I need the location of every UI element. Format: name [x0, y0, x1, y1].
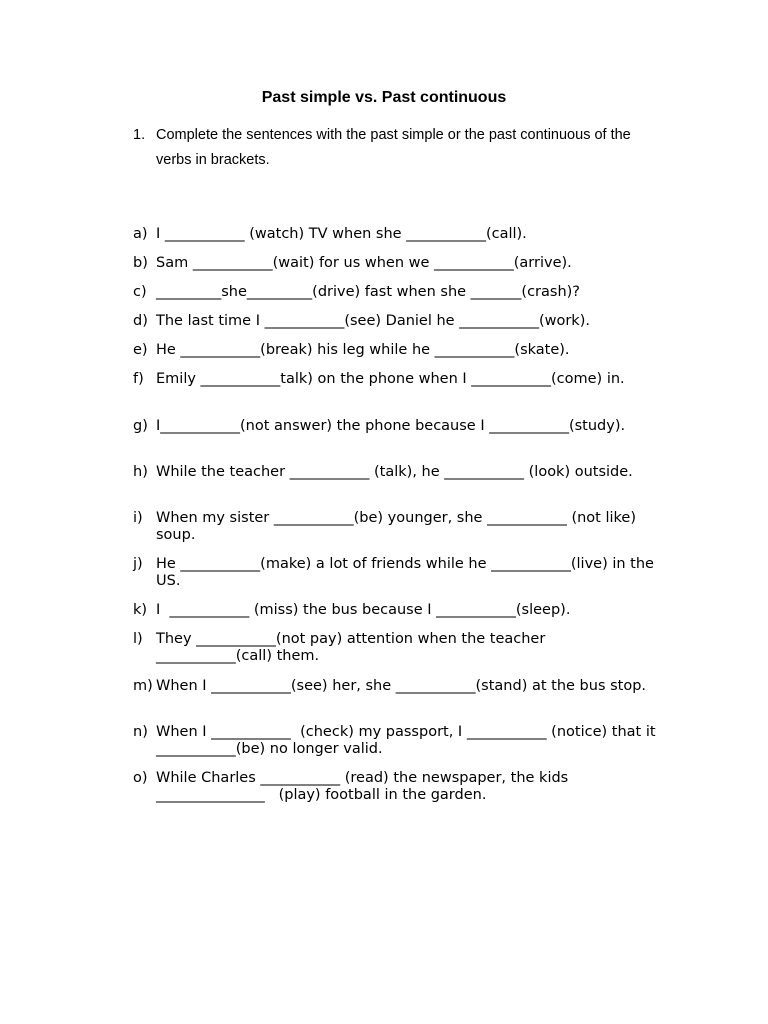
item-sentence: _________she_________(drive) fast when she _______(crash)? — [156, 284, 580, 300]
instruction-text: Complete the sentences with the past simple or the past continuous of the verbs in brackets. — [156, 127, 631, 168]
item-label: m) — [133, 678, 153, 694]
worksheet-title: Past simple vs. Past continuous — [261, 89, 507, 106]
item-label: f) — [133, 371, 144, 387]
exercise-item-g — [133, 418, 663, 435]
item-label: j) — [133, 556, 143, 572]
item-label: d) — [133, 313, 148, 329]
exercise-item-f — [133, 371, 663, 388]
item-sentence: While the teacher ___________ (talk), he ___________ (look) outside. — [156, 464, 633, 480]
exercise-item-l — [133, 631, 663, 665]
item-sentence: The last time I ___________(see) Daniel he ___________(work). — [156, 313, 590, 329]
exercise-item-e — [133, 342, 663, 359]
exercise-item-i — [133, 510, 663, 544]
item-label: h) — [133, 464, 148, 480]
item-label: n) — [133, 724, 148, 740]
exercise-item-n — [133, 724, 663, 758]
exercise-item-m — [133, 678, 663, 695]
item-sentence: When my sister ___________(be) younger, she ___________ (not like) soup. — [156, 510, 641, 543]
exercise-item-d — [133, 313, 663, 330]
item-sentence: He ___________(make) a lot of friends while he ___________(live) in the US. — [156, 556, 659, 589]
item-sentence: When I ___________ (check) my passport, I ___________ (notice) that it ___________(be) no longer valid. — [156, 724, 661, 757]
item-sentence: They ___________(not pay) attention when the teacher ___________(call) them. — [156, 631, 550, 664]
item-sentence: I___________(not answer) the phone because I ___________(study). — [156, 418, 626, 434]
item-label: e) — [133, 342, 148, 358]
item-sentence: Sam ___________(wait) for us when we ___________(arrive). — [156, 255, 572, 271]
exercise-item-b — [133, 255, 663, 272]
item-label: o) — [133, 770, 148, 786]
item-label: b) — [133, 255, 148, 271]
item-label: l) — [133, 631, 143, 647]
item-sentence: He ___________(break) his leg while he ___________(skate). — [156, 342, 570, 358]
item-label: i) — [133, 510, 143, 526]
item-sentence: I ___________ (miss) the bus because I ___________(sleep). — [156, 602, 571, 618]
exercise-item-h — [133, 464, 663, 481]
instruction-block — [133, 123, 653, 173]
exercise-item-o — [133, 770, 663, 804]
item-sentence: I ___________ (watch) TV when she ___________(call). — [156, 226, 527, 242]
item-sentence: When I ___________(see) her, she ___________(stand) at the bus stop. — [156, 678, 647, 694]
exercise-item-c — [133, 284, 663, 301]
instruction-number: 1. — [133, 127, 146, 143]
item-sentence: While Charles ___________ (read) the newspaper, the kids _______________ (play) football in the garden. — [156, 770, 573, 803]
exercise-item-a — [133, 226, 663, 243]
item-label: a) — [133, 226, 148, 242]
item-label: g) — [133, 418, 148, 434]
exercise-item-j — [133, 556, 663, 590]
item-label: k) — [133, 602, 148, 618]
item-sentence: Emily ___________talk) on the phone when I ___________(come) in. — [156, 371, 625, 387]
exercise-item-k — [133, 602, 663, 619]
item-label: c) — [133, 284, 147, 300]
